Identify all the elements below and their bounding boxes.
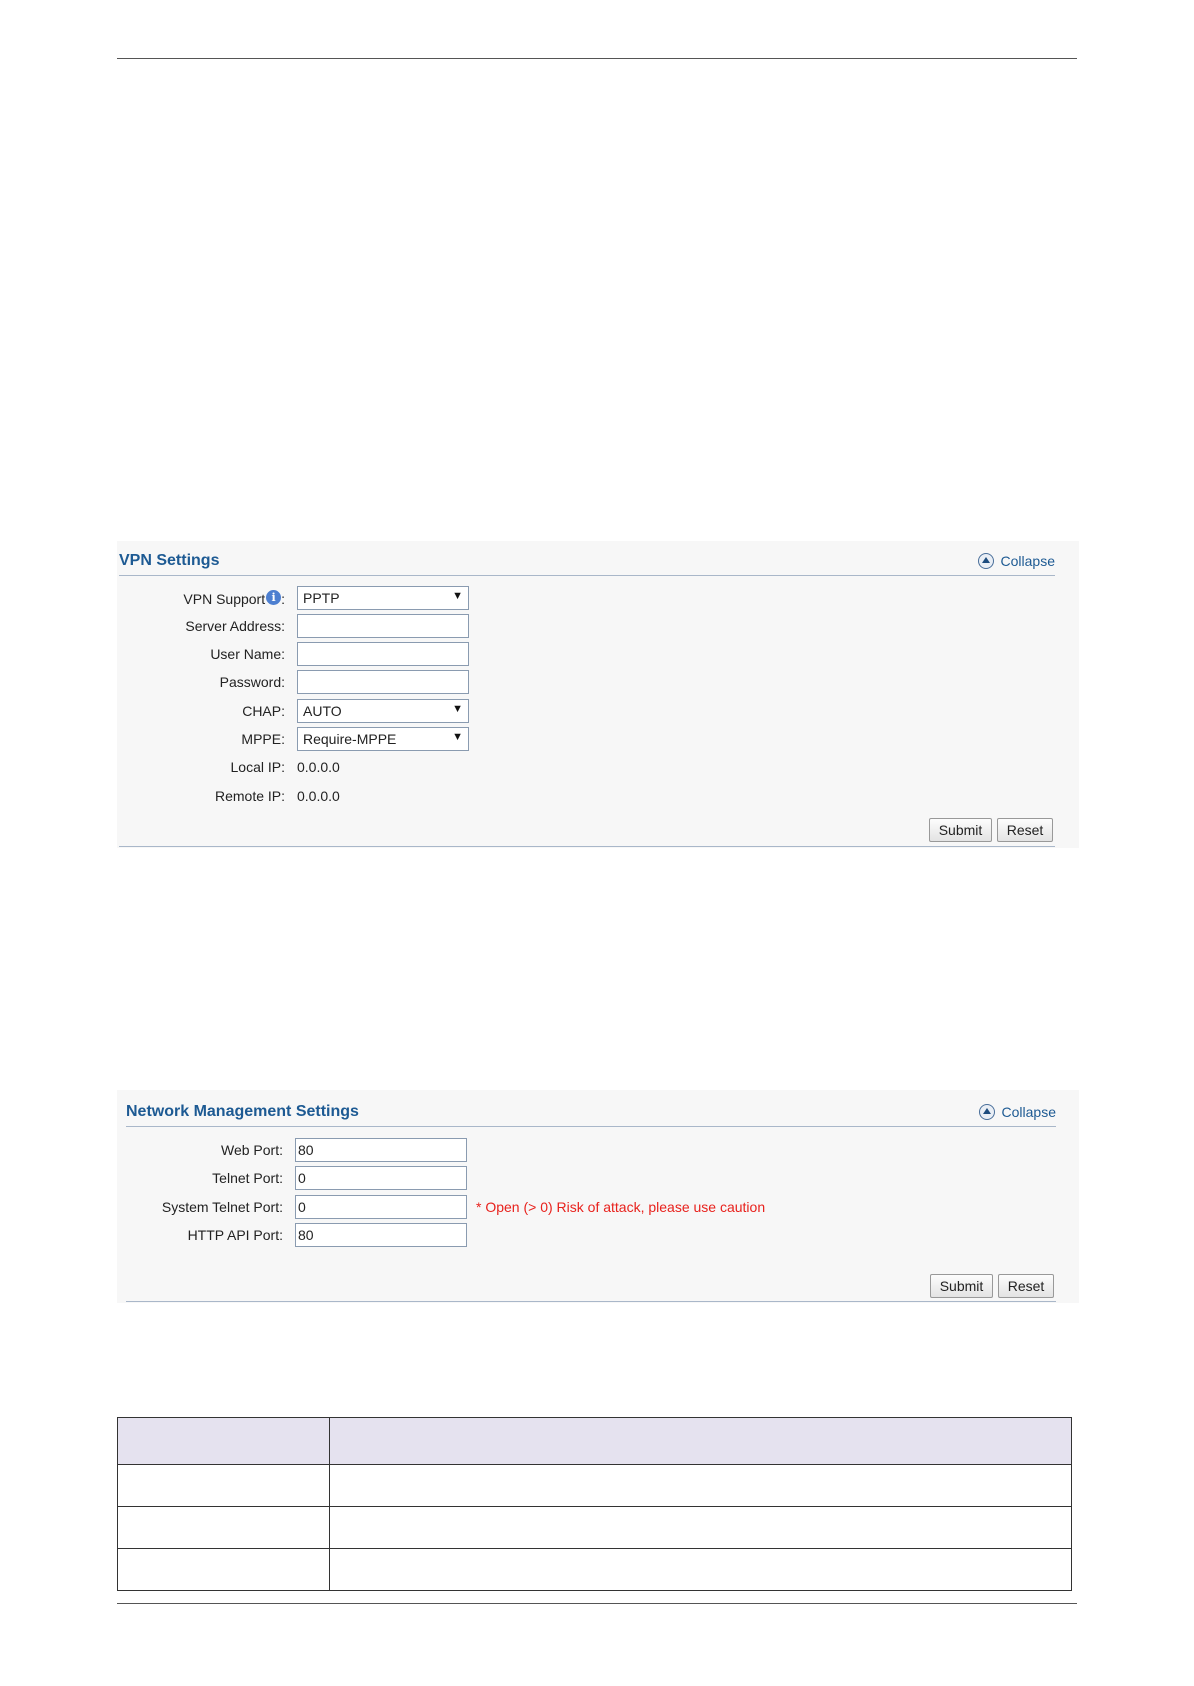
remote-ip-row bbox=[117, 783, 340, 809]
collapse-icon bbox=[978, 553, 994, 569]
network-panel-divider bbox=[126, 1301, 1056, 1302]
network-panel-header bbox=[126, 1102, 1056, 1127]
vpn-collapse-button[interactable] bbox=[978, 551, 1055, 571]
vpn-reset-button[interactable]: Reset bbox=[997, 818, 1053, 842]
user-name-label: User Name: bbox=[210, 646, 285, 662]
parameter-table bbox=[117, 1417, 1072, 1591]
table-header-row bbox=[118, 1418, 1072, 1465]
http-api-port-input[interactable] bbox=[295, 1223, 467, 1247]
web-port-input[interactable] bbox=[295, 1138, 467, 1162]
collapse-icon bbox=[979, 1104, 995, 1120]
table-cell bbox=[118, 1465, 330, 1507]
remote-ip-value: 0.0.0.0 bbox=[297, 788, 340, 804]
telnet-port-row bbox=[117, 1165, 467, 1191]
table-header-cell bbox=[118, 1418, 330, 1465]
mppe-value: Require-MPPE bbox=[303, 731, 397, 747]
mppe-row bbox=[117, 726, 469, 752]
server-address-label: Server Address: bbox=[185, 618, 285, 634]
chap-label: CHAP: bbox=[242, 703, 285, 719]
network-reset-button[interactable]: Reset bbox=[998, 1274, 1054, 1298]
table-header-cell bbox=[330, 1418, 1072, 1465]
collapse-label: Collapse bbox=[1001, 1104, 1056, 1120]
system-telnet-port-label: System Telnet Port: bbox=[161, 1199, 283, 1215]
network-panel-title: Network Management Settings bbox=[126, 1103, 359, 1120]
server-address-input[interactable] bbox=[297, 614, 469, 638]
http-api-port-label: HTTP API Port: bbox=[187, 1227, 283, 1243]
vpn-panel-title: VPN Settings bbox=[119, 552, 220, 569]
server-address-row bbox=[117, 613, 469, 639]
system-telnet-port-input[interactable] bbox=[295, 1195, 467, 1219]
telnet-port-input[interactable] bbox=[295, 1166, 467, 1190]
table-cell bbox=[330, 1549, 1072, 1591]
vpn-support-label: VPN Support i : bbox=[183, 590, 285, 607]
password-label: Password: bbox=[219, 674, 285, 690]
vpn-support-row bbox=[117, 585, 469, 611]
local-ip-value: 0.0.0.0 bbox=[297, 759, 340, 775]
chap-value: AUTO bbox=[303, 703, 342, 719]
user-name-input[interactable] bbox=[297, 642, 469, 666]
web-port-row bbox=[117, 1137, 467, 1163]
local-ip-row bbox=[117, 754, 340, 780]
http-api-port-row bbox=[117, 1222, 467, 1248]
local-ip-label: Local IP: bbox=[230, 759, 285, 775]
chevron-down-icon: ▼ bbox=[452, 703, 463, 715]
info-icon[interactable]: i bbox=[266, 590, 281, 605]
table-cell bbox=[118, 1507, 330, 1549]
network-collapse-button[interactable] bbox=[979, 1102, 1056, 1122]
system-telnet-port-row bbox=[117, 1194, 765, 1220]
vpn-support-select[interactable] bbox=[297, 586, 469, 610]
chap-select[interactable] bbox=[297, 699, 469, 723]
table-row bbox=[118, 1507, 1072, 1549]
vpn-settings-panel bbox=[117, 541, 1079, 848]
vpn-support-value: PPTP bbox=[303, 590, 340, 606]
chevron-down-icon: ▼ bbox=[452, 590, 463, 602]
network-management-panel bbox=[117, 1090, 1079, 1303]
table-row bbox=[118, 1465, 1072, 1507]
mppe-label: MPPE: bbox=[241, 731, 285, 747]
network-submit-button[interactable]: Submit bbox=[930, 1274, 993, 1298]
chap-row bbox=[117, 698, 469, 724]
vpn-panel-divider bbox=[119, 846, 1055, 847]
telnet-port-label: Telnet Port: bbox=[212, 1170, 283, 1186]
header-rule bbox=[117, 58, 1077, 59]
user-name-row bbox=[117, 641, 469, 667]
web-port-label: Web Port: bbox=[221, 1142, 283, 1158]
vpn-submit-button[interactable]: Submit bbox=[929, 818, 992, 842]
footer-rule bbox=[117, 1603, 1077, 1604]
table-cell bbox=[330, 1507, 1072, 1549]
table-cell bbox=[330, 1465, 1072, 1507]
password-input[interactable] bbox=[297, 670, 469, 694]
chevron-down-icon: ▼ bbox=[452, 731, 463, 743]
vpn-panel-header bbox=[119, 551, 1055, 576]
remote-ip-label: Remote IP: bbox=[214, 788, 285, 804]
collapse-label: Collapse bbox=[1000, 553, 1055, 569]
mppe-select[interactable] bbox=[297, 727, 469, 751]
table-cell bbox=[118, 1549, 330, 1591]
table-row bbox=[118, 1549, 1072, 1591]
password-row bbox=[117, 669, 469, 695]
telnet-risk-warning: * Open (> 0) Risk of attack, please use caution bbox=[476, 1199, 766, 1215]
